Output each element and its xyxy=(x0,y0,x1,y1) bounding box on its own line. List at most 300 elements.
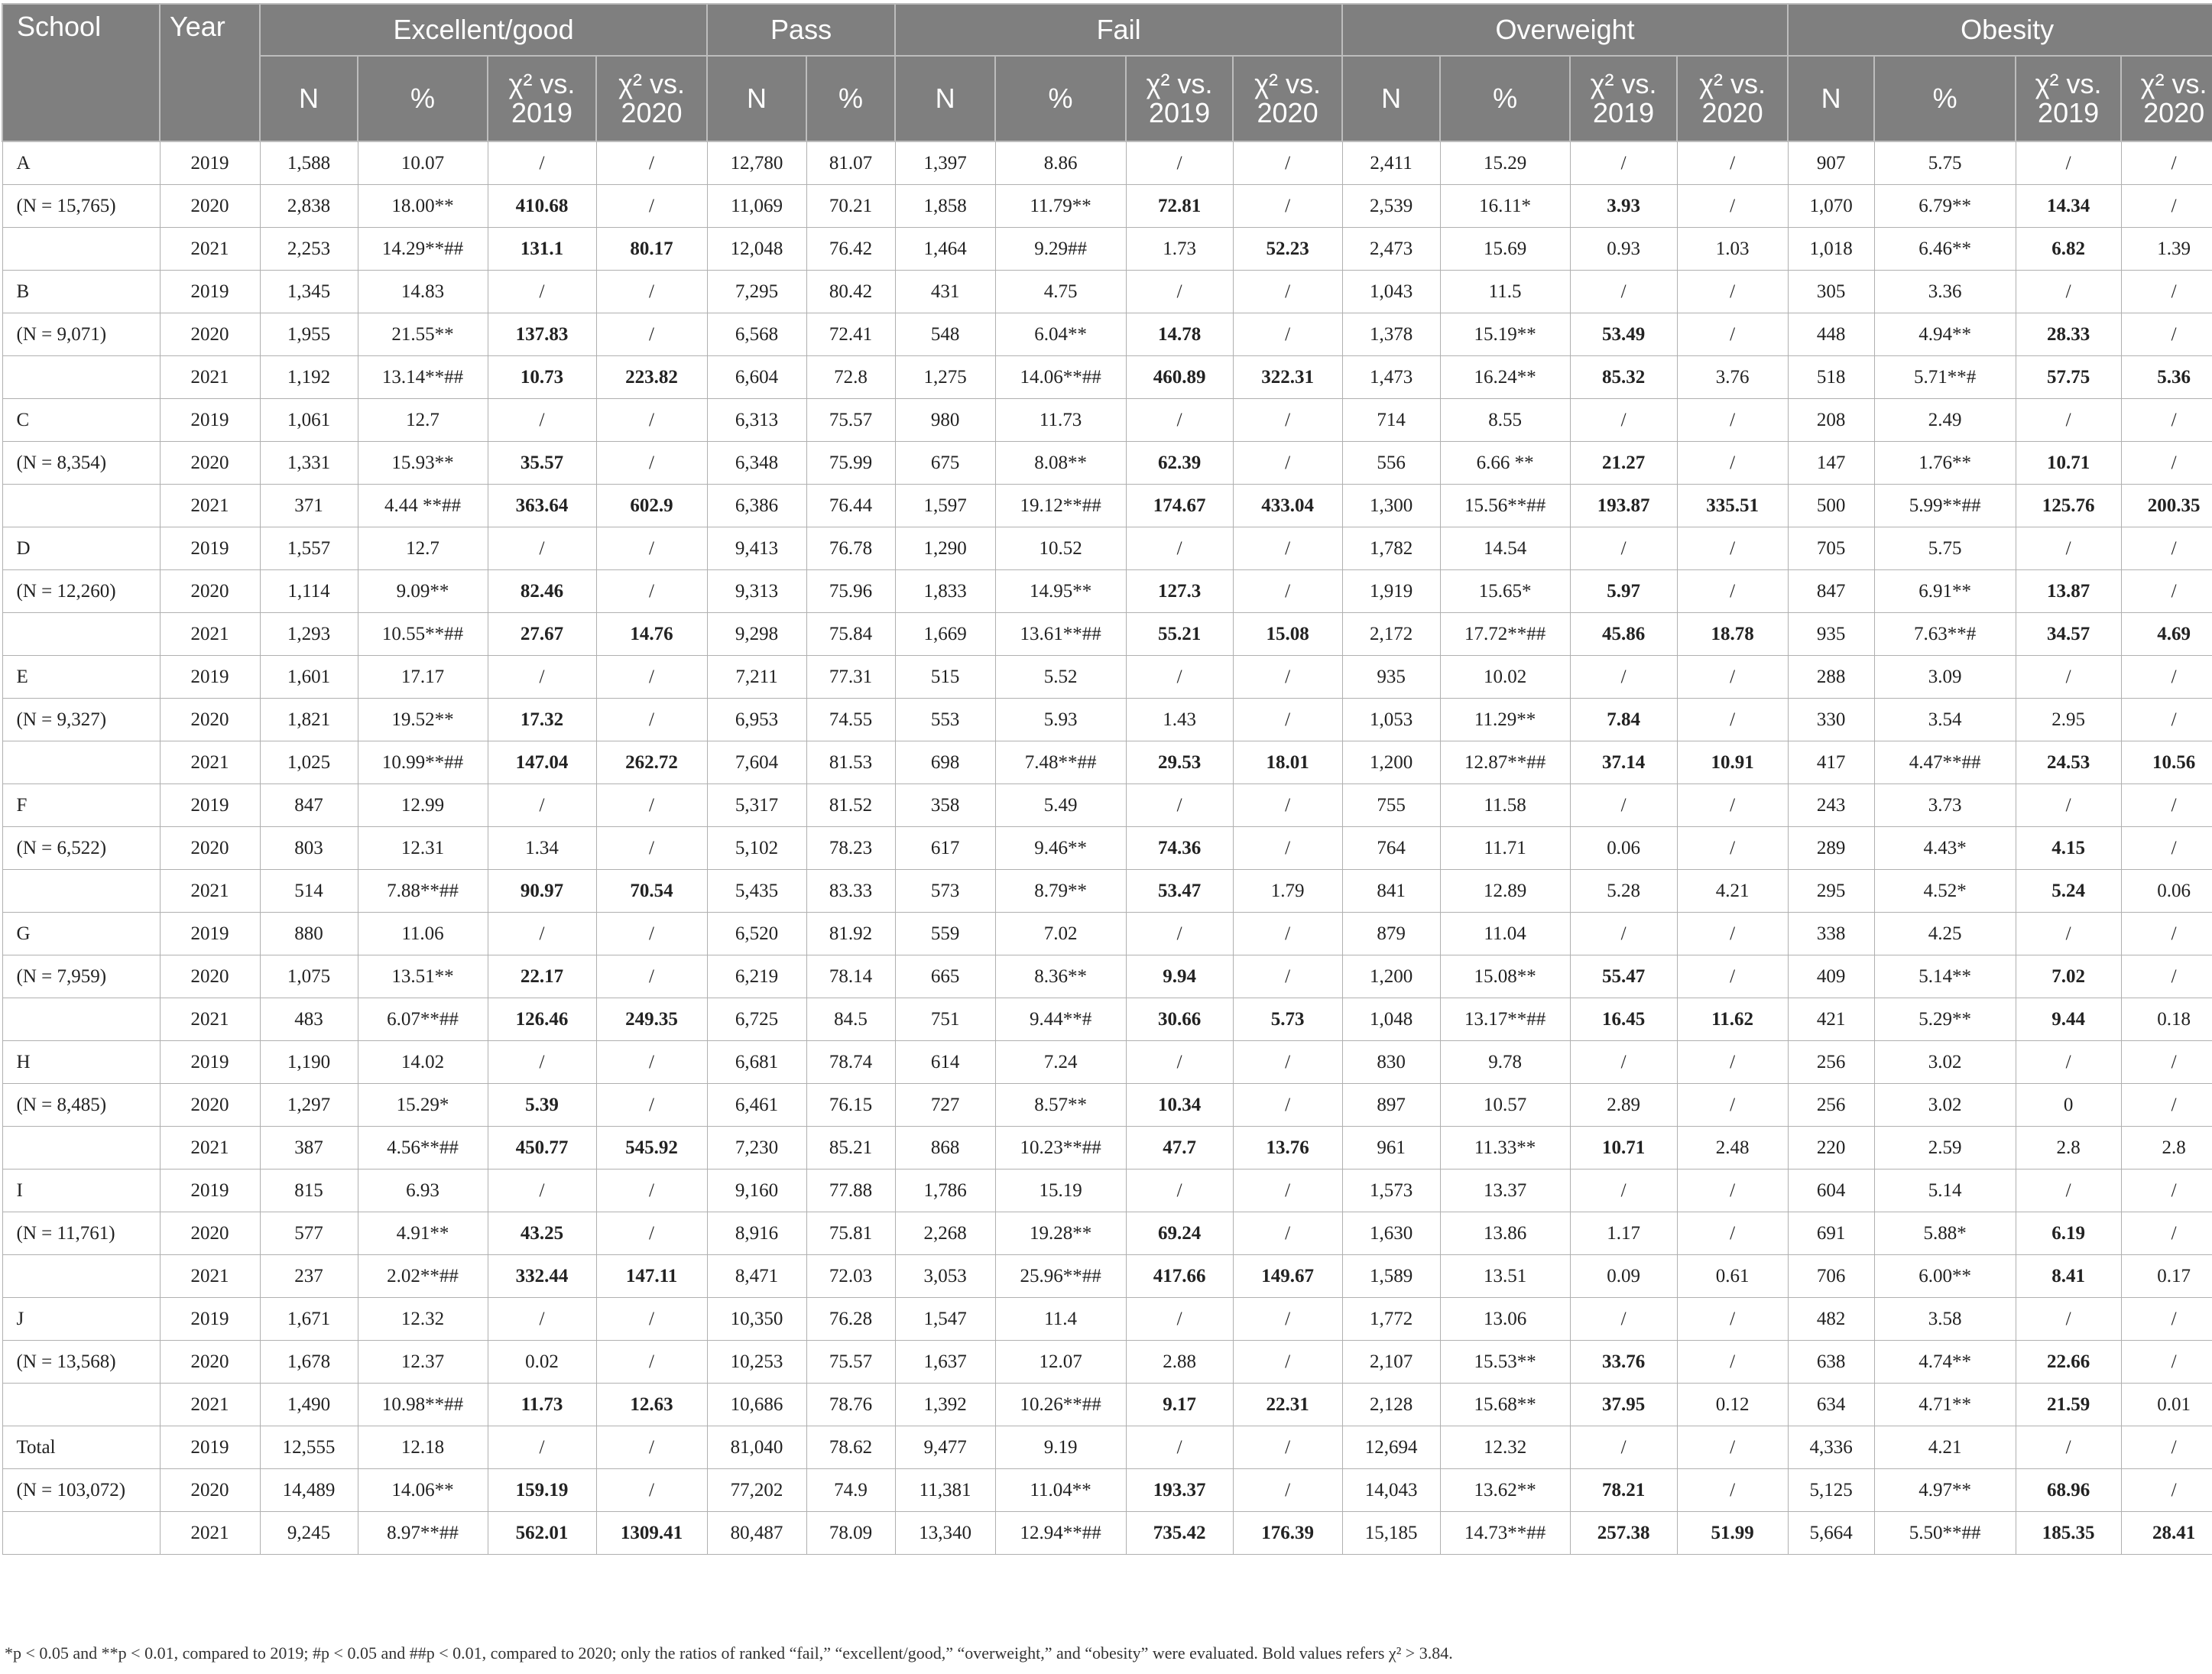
data-cell: 698 xyxy=(895,741,995,784)
data-cell: 1,557 xyxy=(260,527,358,570)
data-cell: 705 xyxy=(1788,527,1874,570)
data-cell: / xyxy=(1677,1084,1788,1127)
group-header-excellent: Excellent/good xyxy=(260,4,707,56)
chi-vs-2020-header: χ² vs. 2020 xyxy=(1233,56,1342,141)
data-cell: 33.76 xyxy=(1570,1341,1677,1384)
data-cell: 14,489 xyxy=(260,1469,358,1512)
data-cell: 1,043 xyxy=(1342,271,1440,313)
data-cell: / xyxy=(2121,784,2212,827)
data-cell: 77,202 xyxy=(707,1469,806,1512)
data-cell: / xyxy=(1677,827,1788,870)
data-cell: 14.76 xyxy=(596,613,707,656)
data-cell: / xyxy=(1570,399,1677,442)
data-cell: 2.8 xyxy=(2016,1127,2121,1170)
data-cell: 1,061 xyxy=(260,399,358,442)
data-cell: / xyxy=(1126,271,1233,313)
data-cell: 55.21 xyxy=(1126,613,1233,656)
data-cell: 2.49 xyxy=(1874,399,2016,442)
data-cell: 4.75 xyxy=(995,271,1126,313)
data-cell: 17.72**## xyxy=(1440,613,1570,656)
data-cell: 2.59 xyxy=(1874,1127,2016,1170)
data-cell: 1,397 xyxy=(895,141,995,185)
data-cell: 1,300 xyxy=(1342,485,1440,527)
data-cell: 0.18 xyxy=(2121,998,2212,1041)
data-cell: 4,336 xyxy=(1788,1426,1874,1469)
data-cell: 433.04 xyxy=(1233,485,1342,527)
data-cell: / xyxy=(1233,527,1342,570)
data-cell: 78.14 xyxy=(806,955,895,998)
data-cell: 1,601 xyxy=(260,656,358,699)
data-cell: 1,597 xyxy=(895,485,995,527)
data-cell: 0.17 xyxy=(2121,1255,2212,1298)
data-cell: 371 xyxy=(260,485,358,527)
data-cell: 691 xyxy=(1788,1212,1874,1255)
data-cell: 78.09 xyxy=(806,1512,895,1555)
data-cell: 5.50**## xyxy=(1874,1512,2016,1555)
data-cell: 29.53 xyxy=(1126,741,1233,784)
data-cell: 7,230 xyxy=(707,1127,806,1170)
data-cell: 8,471 xyxy=(707,1255,806,1298)
data-cell: 127.3 xyxy=(1126,570,1233,613)
data-cell: 5.99**## xyxy=(1874,485,2016,527)
table-row xyxy=(2,998,2212,1041)
data-cell: 14.06** xyxy=(358,1469,488,1512)
data-cell: 0.06 xyxy=(2121,870,2212,913)
data-cell: 1,955 xyxy=(260,313,358,356)
data-cell: / xyxy=(1126,656,1233,699)
data-cell: 1,858 xyxy=(895,185,995,228)
data-cell: 5.93 xyxy=(995,699,1126,741)
data-cell: 15.53** xyxy=(1440,1341,1570,1384)
data-cell: 53.47 xyxy=(1126,870,1233,913)
data-cell: 2,411 xyxy=(1342,141,1440,185)
data-cell: 1.73 xyxy=(1126,228,1233,271)
table-row xyxy=(2,1426,2212,1469)
data-cell: / xyxy=(1570,913,1677,955)
data-cell: / xyxy=(1126,399,1233,442)
data-cell: / xyxy=(2016,399,2121,442)
year-cell: 2021 xyxy=(160,228,260,271)
year-cell: 2019 xyxy=(160,1298,260,1341)
data-cell: 879 xyxy=(1342,913,1440,955)
data-cell: 1,070 xyxy=(1788,185,1874,228)
school-cell: H xyxy=(2,1041,160,1084)
data-cell: 256 xyxy=(1788,1084,1874,1127)
data-cell: / xyxy=(1233,271,1342,313)
data-cell: 706 xyxy=(1788,1255,1874,1298)
data-cell: 9.29## xyxy=(995,228,1126,271)
data-cell: / xyxy=(1233,570,1342,613)
data-cell: 322.31 xyxy=(1233,356,1342,399)
chi-vs-2019-header: χ² vs. 2019 xyxy=(488,56,596,141)
data-cell: 6.66 ** xyxy=(1440,442,1570,485)
data-cell: 27.67 xyxy=(488,613,596,656)
data-cell: 5.75 xyxy=(1874,141,2016,185)
data-cell: 4.52* xyxy=(1874,870,2016,913)
data-cell: 4.69 xyxy=(2121,613,2212,656)
year-cell: 2019 xyxy=(160,527,260,570)
data-cell: / xyxy=(488,656,596,699)
data-cell: 12.32 xyxy=(358,1298,488,1341)
data-cell: 1,025 xyxy=(260,741,358,784)
year-cell: 2020 xyxy=(160,1084,260,1127)
school-cell xyxy=(2,485,160,527)
data-cell: 7.84 xyxy=(1570,699,1677,741)
data-cell: 1,671 xyxy=(260,1298,358,1341)
data-cell: / xyxy=(596,1212,707,1255)
data-cell: 5,317 xyxy=(707,784,806,827)
data-cell: 72.41 xyxy=(806,313,895,356)
data-cell: 675 xyxy=(895,442,995,485)
school-cell: I xyxy=(2,1170,160,1212)
school-cell xyxy=(2,741,160,784)
data-cell: / xyxy=(488,784,596,827)
data-cell: 4.21 xyxy=(1677,870,1788,913)
data-cell: 10.98**## xyxy=(358,1384,488,1426)
percent-header: % xyxy=(995,56,1126,141)
data-cell: 3.93 xyxy=(1570,185,1677,228)
data-cell: 4.21 xyxy=(1874,1426,2016,1469)
data-cell: 19.28** xyxy=(995,1212,1126,1255)
data-cell: 417 xyxy=(1788,741,1874,784)
data-cell: 1,297 xyxy=(260,1084,358,1127)
data-cell: 4.94** xyxy=(1874,313,2016,356)
data-cell: 1.17 xyxy=(1570,1212,1677,1255)
data-cell: 604 xyxy=(1788,1170,1874,1212)
data-cell: / xyxy=(1233,313,1342,356)
data-cell: 2,268 xyxy=(895,1212,995,1255)
data-cell: 81.53 xyxy=(806,741,895,784)
data-cell: / xyxy=(1233,1469,1342,1512)
data-cell: / xyxy=(488,1170,596,1212)
data-cell: 332.44 xyxy=(488,1255,596,1298)
data-cell: 460.89 xyxy=(1126,356,1233,399)
school-cell: (N = 8,354) xyxy=(2,442,160,485)
data-cell: 10.57 xyxy=(1440,1084,1570,1127)
data-cell: 78.23 xyxy=(806,827,895,870)
data-cell: 137.83 xyxy=(488,313,596,356)
year-cell: 2019 xyxy=(160,1170,260,1212)
chi-vs-2020-header: χ² vs. 2020 xyxy=(596,56,707,141)
data-cell: 614 xyxy=(895,1041,995,1084)
data-cell: 10.02 xyxy=(1440,656,1570,699)
school-cell: A xyxy=(2,141,160,185)
school-cell xyxy=(2,870,160,913)
data-cell: / xyxy=(596,827,707,870)
data-cell: 735.42 xyxy=(1126,1512,1233,1555)
data-cell: 30.66 xyxy=(1126,998,1233,1041)
data-cell: / xyxy=(596,955,707,998)
n-header: N xyxy=(895,56,995,141)
data-cell: / xyxy=(1233,1084,1342,1127)
data-cell: / xyxy=(596,185,707,228)
data-cell: 562.01 xyxy=(488,1512,596,1555)
data-cell: 55.47 xyxy=(1570,955,1677,998)
data-cell: 1,190 xyxy=(260,1041,358,1084)
table-row xyxy=(2,1384,2212,1426)
data-cell: 75.99 xyxy=(806,442,895,485)
year-cell: 2021 xyxy=(160,1384,260,1426)
data-cell: 237 xyxy=(260,1255,358,1298)
data-cell: 11.33** xyxy=(1440,1127,1570,1170)
school-cell: C xyxy=(2,399,160,442)
data-cell: / xyxy=(596,699,707,741)
data-cell: 13,340 xyxy=(895,1512,995,1555)
data-cell: / xyxy=(1677,1212,1788,1255)
data-cell: 12.94**## xyxy=(995,1512,1126,1555)
year-cell: 2021 xyxy=(160,741,260,784)
data-cell: 208 xyxy=(1788,399,1874,442)
data-cell: / xyxy=(1677,1041,1788,1084)
year-cell: 2019 xyxy=(160,784,260,827)
data-cell: 15.93** xyxy=(358,442,488,485)
data-cell: / xyxy=(2121,1041,2212,1084)
data-cell: 2.8 xyxy=(2121,1127,2212,1170)
data-cell: 7.02 xyxy=(995,913,1126,955)
data-cell: 13.86 xyxy=(1440,1212,1570,1255)
data-cell: 53.49 xyxy=(1570,313,1677,356)
data-cell: 74.9 xyxy=(806,1469,895,1512)
data-cell: 14,043 xyxy=(1342,1469,1440,1512)
data-cell: / xyxy=(488,1298,596,1341)
data-cell: 0.93 xyxy=(1570,228,1677,271)
data-cell: / xyxy=(596,1041,707,1084)
data-cell: 13.14**## xyxy=(358,356,488,399)
data-cell: 57.75 xyxy=(2016,356,2121,399)
data-cell: 75.57 xyxy=(806,399,895,442)
data-cell: 11.58 xyxy=(1440,784,1570,827)
data-cell: 7.02 xyxy=(2016,955,2121,998)
data-cell: 1,048 xyxy=(1342,998,1440,1041)
data-cell: 8.36** xyxy=(995,955,1126,998)
data-cell: 69.24 xyxy=(1126,1212,1233,1255)
data-cell: 15.19** xyxy=(1440,313,1570,356)
data-cell: 9,413 xyxy=(707,527,806,570)
data-cell: 22.17 xyxy=(488,955,596,998)
table-row xyxy=(2,913,2212,955)
school-cell: (N = 9,071) xyxy=(2,313,160,356)
data-cell: 19.52** xyxy=(358,699,488,741)
data-cell: 47.7 xyxy=(1126,1127,1233,1170)
data-cell: 638 xyxy=(1788,1341,1874,1384)
data-cell: 1,075 xyxy=(260,955,358,998)
data-cell: 764 xyxy=(1342,827,1440,870)
data-cell: 935 xyxy=(1788,613,1874,656)
school-cell: (N = 9,327) xyxy=(2,699,160,741)
data-cell: 5.29** xyxy=(1874,998,2016,1041)
data-cell: 1,833 xyxy=(895,570,995,613)
year-cell: 2020 xyxy=(160,827,260,870)
data-cell: 9.78 xyxy=(1440,1041,1570,1084)
data-cell: 617 xyxy=(895,827,995,870)
data-cell: 1,772 xyxy=(1342,1298,1440,1341)
data-cell: / xyxy=(1126,1041,1233,1084)
data-cell: 5.73 xyxy=(1233,998,1342,1041)
data-cell: 12,555 xyxy=(260,1426,358,1469)
data-cell: 803 xyxy=(260,827,358,870)
data-cell: / xyxy=(2121,313,2212,356)
data-cell: 450.77 xyxy=(488,1127,596,1170)
data-cell: 74.55 xyxy=(806,699,895,741)
data-cell: 13.37 xyxy=(1440,1170,1570,1212)
data-cell: 4.44 **## xyxy=(358,485,488,527)
data-cell: / xyxy=(2016,1298,2121,1341)
data-cell: 1,114 xyxy=(260,570,358,613)
data-cell: / xyxy=(2121,271,2212,313)
data-cell: 4.97** xyxy=(1874,1469,2016,1512)
data-cell: 1,192 xyxy=(260,356,358,399)
data-cell: 548 xyxy=(895,313,995,356)
data-cell: 3.54 xyxy=(1874,699,2016,741)
data-cell: / xyxy=(2121,399,2212,442)
school-cell: (N = 7,959) xyxy=(2,955,160,998)
data-cell: 243 xyxy=(1788,784,1874,827)
data-cell: 4.15 xyxy=(2016,827,2121,870)
data-cell: 5.28 xyxy=(1570,870,1677,913)
table-row xyxy=(2,485,2212,527)
data-cell: 5.24 xyxy=(2016,870,2121,913)
data-cell: 76.28 xyxy=(806,1298,895,1341)
data-cell: / xyxy=(1677,913,1788,955)
data-cell: 0.09 xyxy=(1570,1255,1677,1298)
year-cell: 2020 xyxy=(160,313,260,356)
data-cell: 8.55 xyxy=(1440,399,1570,442)
data-cell: 6.93 xyxy=(358,1170,488,1212)
data-cell: 12.63 xyxy=(596,1384,707,1426)
data-cell: 18.78 xyxy=(1677,613,1788,656)
percent-header: % xyxy=(806,56,895,141)
data-cell: 409 xyxy=(1788,955,1874,998)
year-cell: 2019 xyxy=(160,656,260,699)
table-row xyxy=(2,228,2212,271)
group-header-fail: Fail xyxy=(895,4,1342,56)
table-row xyxy=(2,827,2212,870)
data-cell: / xyxy=(1233,1341,1342,1384)
table-row xyxy=(2,955,2212,998)
data-cell: / xyxy=(1570,656,1677,699)
data-cell: 10.56 xyxy=(2121,741,2212,784)
table-row xyxy=(2,741,2212,784)
data-cell: 1.39 xyxy=(2121,228,2212,271)
data-cell: / xyxy=(1570,141,1677,185)
data-cell: 847 xyxy=(1788,570,1874,613)
data-cell: / xyxy=(2016,913,2121,955)
data-cell: 1,637 xyxy=(895,1341,995,1384)
data-cell: 14.95** xyxy=(995,570,1126,613)
year-cell: 2020 xyxy=(160,1469,260,1512)
data-cell: 12.7 xyxy=(358,527,488,570)
data-cell: / xyxy=(1677,527,1788,570)
data-cell: / xyxy=(2121,1084,2212,1127)
data-cell: 6.19 xyxy=(2016,1212,2121,1255)
data-cell: 70.21 xyxy=(806,185,895,228)
data-cell: 15.08 xyxy=(1233,613,1342,656)
data-cell: 7,604 xyxy=(707,741,806,784)
percent-header: % xyxy=(1874,56,2016,141)
table-header xyxy=(2,4,2212,141)
data-cell: / xyxy=(596,442,707,485)
data-cell: 961 xyxy=(1342,1127,1440,1170)
table-row xyxy=(2,1512,2212,1555)
data-cell: 81.92 xyxy=(806,913,895,955)
school-cell: F xyxy=(2,784,160,827)
data-cell: 6,568 xyxy=(707,313,806,356)
data-cell: / xyxy=(488,1041,596,1084)
data-cell: 2.89 xyxy=(1570,1084,1677,1127)
school-cell xyxy=(2,228,160,271)
data-cell: 13.76 xyxy=(1233,1127,1342,1170)
data-cell: 8.79** xyxy=(995,870,1126,913)
data-cell: 78.76 xyxy=(806,1384,895,1426)
year-cell: 2021 xyxy=(160,998,260,1041)
data-cell: 14.54 xyxy=(1440,527,1570,570)
data-cell: 10.71 xyxy=(2016,442,2121,485)
data-cell: / xyxy=(596,141,707,185)
data-cell: / xyxy=(2121,955,2212,998)
school-cell xyxy=(2,1512,160,1555)
year-cell: 2020 xyxy=(160,699,260,741)
data-cell: / xyxy=(488,271,596,313)
data-cell: / xyxy=(1677,1426,1788,1469)
data-cell: 11,381 xyxy=(895,1469,995,1512)
data-cell: / xyxy=(596,527,707,570)
data-cell: 78.62 xyxy=(806,1426,895,1469)
data-cell: 15.56**## xyxy=(1440,485,1570,527)
data-cell: 16.45 xyxy=(1570,998,1677,1041)
percent-header: % xyxy=(1440,56,1570,141)
data-cell: 665 xyxy=(895,955,995,998)
school-cell xyxy=(2,1255,160,1298)
data-cell: / xyxy=(1677,1469,1788,1512)
data-cell: 545.92 xyxy=(596,1127,707,1170)
data-cell: 4.56**## xyxy=(358,1127,488,1170)
data-cell: 14.34 xyxy=(2016,185,2121,228)
data-cell: 6.79** xyxy=(1874,185,2016,228)
data-cell: 330 xyxy=(1788,699,1874,741)
year-cell: 2019 xyxy=(160,399,260,442)
year-cell: 2021 xyxy=(160,485,260,527)
year-cell: 2019 xyxy=(160,1041,260,1084)
data-cell: 421 xyxy=(1788,998,1874,1041)
data-cell: 78.74 xyxy=(806,1041,895,1084)
data-cell: 84.5 xyxy=(806,998,895,1041)
data-cell: / xyxy=(1570,271,1677,313)
school-cell: J xyxy=(2,1298,160,1341)
data-cell: 6.82 xyxy=(2016,228,2121,271)
data-cell: 6,313 xyxy=(707,399,806,442)
year-cell: 2019 xyxy=(160,271,260,313)
data-cell: 1,331 xyxy=(260,442,358,485)
table-row xyxy=(2,784,2212,827)
data-cell: 518 xyxy=(1788,356,1874,399)
data-cell: 868 xyxy=(895,1127,995,1170)
data-cell: / xyxy=(488,399,596,442)
data-cell: 1,588 xyxy=(260,141,358,185)
table-row xyxy=(2,1469,2212,1512)
data-cell: 295 xyxy=(1788,870,1874,913)
data-cell: 82.46 xyxy=(488,570,596,613)
data-cell: 5,125 xyxy=(1788,1469,1874,1512)
data-cell: / xyxy=(1570,784,1677,827)
data-cell: 147.11 xyxy=(596,1255,707,1298)
data-cell: 6,604 xyxy=(707,356,806,399)
data-cell: 907 xyxy=(1788,141,1874,185)
table-body xyxy=(2,141,2212,1555)
data-cell: / xyxy=(2121,1298,2212,1341)
data-cell: 77.88 xyxy=(806,1170,895,1212)
data-cell: 573 xyxy=(895,870,995,913)
data-cell: / xyxy=(1126,784,1233,827)
